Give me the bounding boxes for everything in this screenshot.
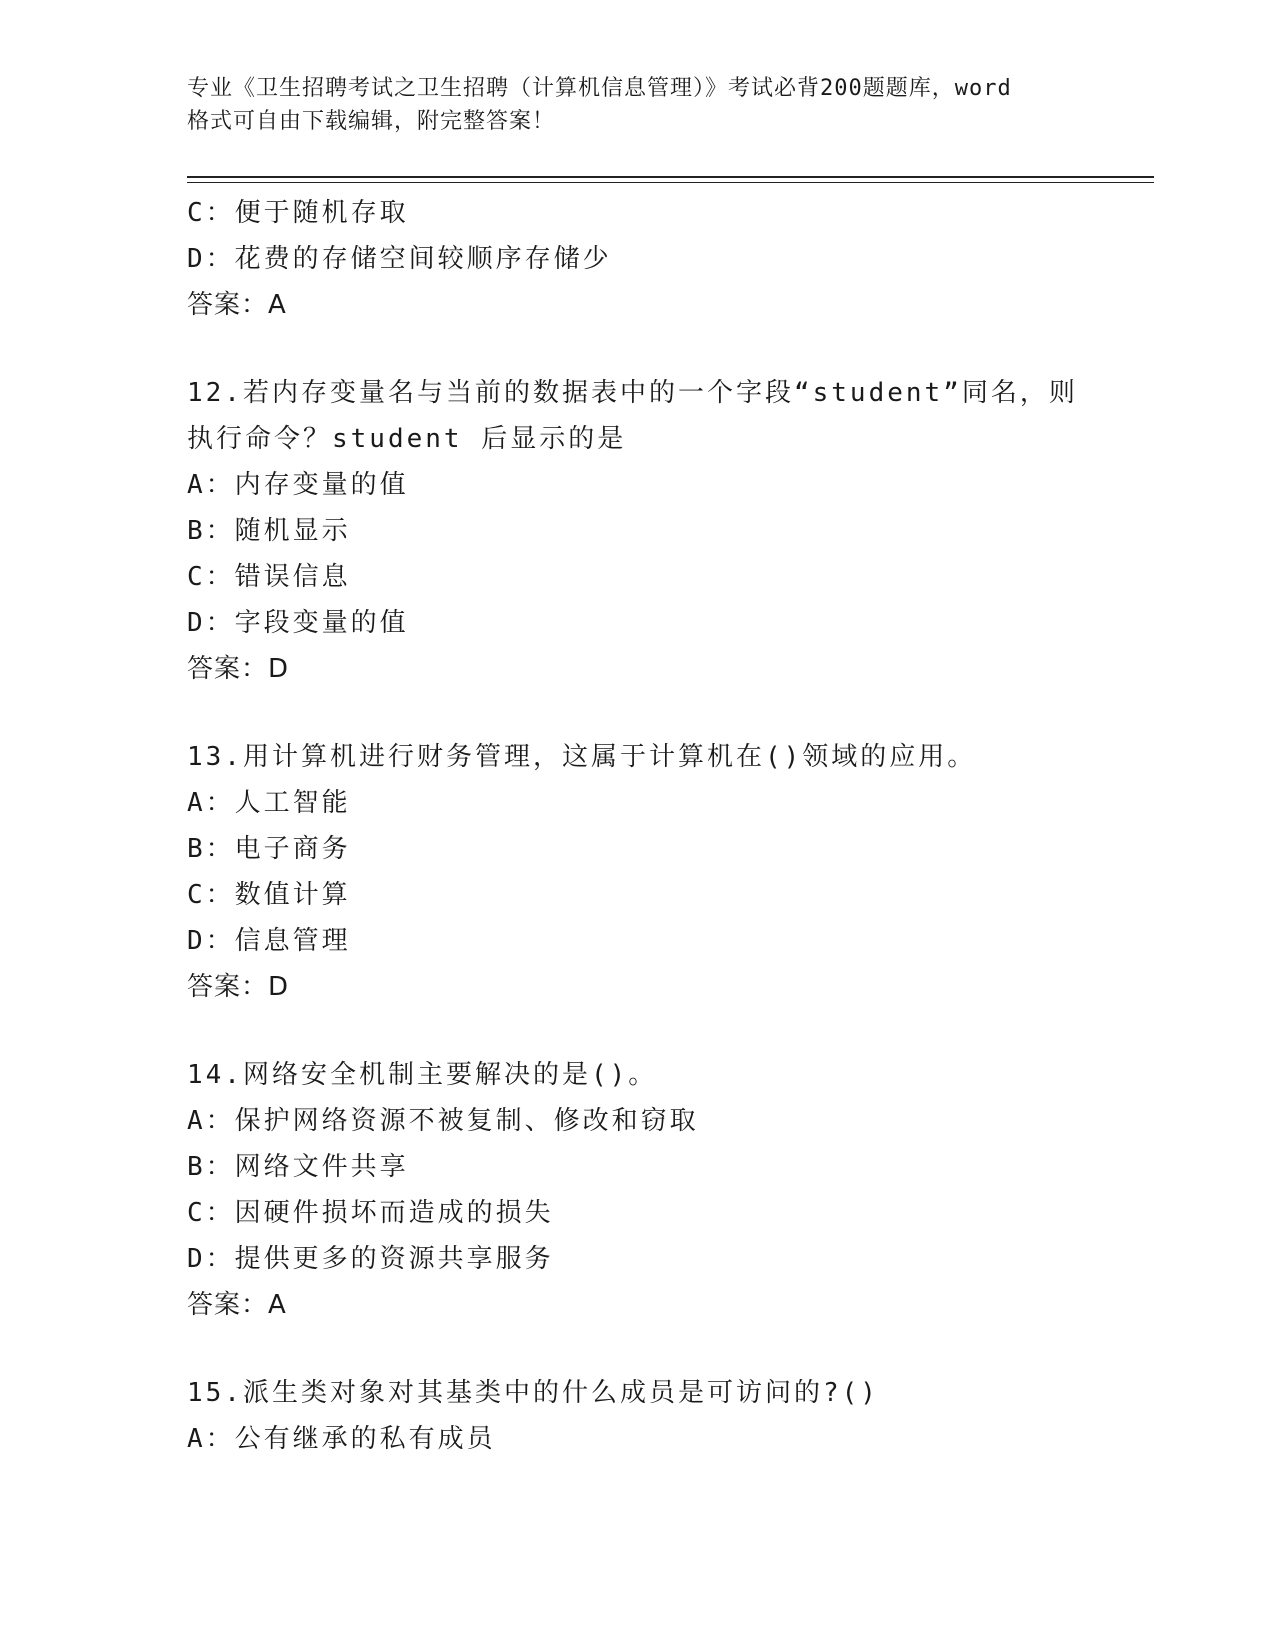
question-14-option-a: A：保护网络资源不被复制、修改和窃取 — [187, 1106, 699, 1136]
question-12-stem-line-1: 12.若内存变量名与当前的数据表中的一个字段“student”同名，则 — [187, 378, 1078, 408]
document-header — [187, 72, 1087, 138]
question-14-option-b: B：网络文件共享 — [187, 1152, 409, 1182]
header-line-2: 格式可自由下载编辑，附完整答案！ — [187, 109, 556, 134]
question-15-stem: 15.派生类对象对其基类中的什么成员是可访问的?() — [187, 1378, 879, 1408]
question-12-stem-line-2: 执行命令？student 后显示的是 — [187, 424, 627, 454]
question-12-option-a: A：内存变量的值 — [187, 470, 409, 500]
question-14-option-d: D：提供更多的资源共享服务 — [187, 1244, 554, 1274]
question-12-option-b: B：随机显示 — [187, 516, 351, 546]
question-13-option-a: A：人工智能 — [187, 788, 351, 818]
answer-label: 答案：A — [187, 290, 287, 320]
question-13-option-d: D：信息管理 — [187, 926, 351, 956]
question-13-option-c: C：数值计算 — [187, 880, 351, 910]
header-line-1: 专业《卫生招聘考试之卫生招聘（计算机信息管理）》考试必背200题题库，word — [187, 76, 1012, 101]
option-c: C：便于随机存取 — [187, 198, 409, 228]
question-13-stem: 13.用计算机进行财务管理，这属于计算机在()领域的应用。 — [187, 742, 977, 772]
question-12-option-c: C：错误信息 — [187, 562, 351, 592]
question-12-answer: 答案：D — [187, 654, 290, 684]
question-15-option-a: A：公有继承的私有成员 — [187, 1424, 496, 1454]
question-13-answer: 答案：D — [187, 972, 290, 1002]
question-13-option-b: B：电子商务 — [187, 834, 351, 864]
header-divider — [187, 176, 1154, 178]
question-14-answer: 答案：A — [187, 1290, 287, 1320]
header-divider-thin — [187, 182, 1154, 183]
question-12-option-d: D：字段变量的值 — [187, 608, 409, 638]
question-list — [187, 190, 1087, 1462]
question-14-stem: 14.网络安全机制主要解决的是()。 — [187, 1060, 658, 1090]
option-d: D：花费的存储空间较顺序存储少 — [187, 244, 612, 274]
question-14-option-c: C：因硬件损坏而造成的损失 — [187, 1198, 554, 1228]
